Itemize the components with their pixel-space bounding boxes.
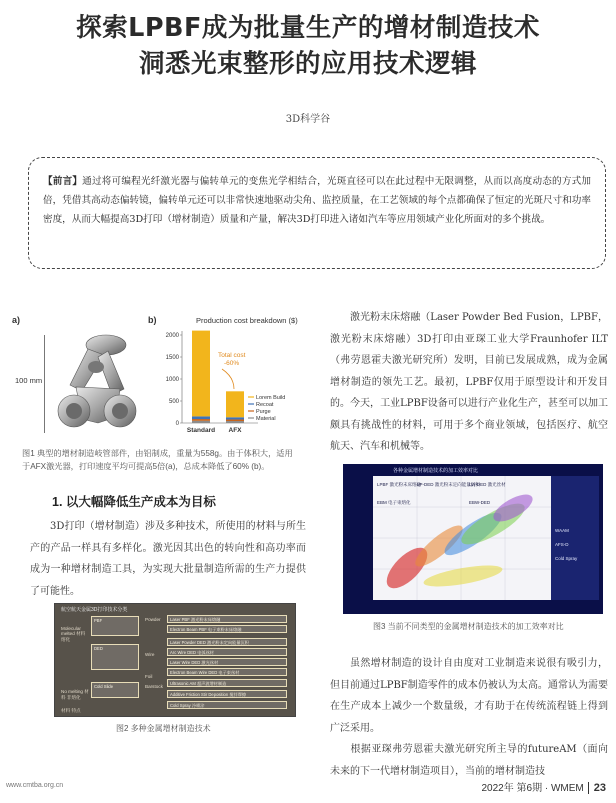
preface-lead: 【前言】: [43, 176, 83, 187]
figure-3-caption: 图3 当前不同类型的金属增材制造技术的加工效率对比: [373, 622, 564, 631]
figure-2-input-wire: Wire: [145, 652, 155, 657]
figure-2-box-1: Laser PBF 激光粉末床熔融: [167, 615, 287, 623]
preface-box: [28, 157, 606, 269]
figure-2-side-cold: Cold Slide: [91, 682, 139, 698]
preface-text: 通过将可编程光纤激光器与偏转单元的变焦光学相结合，光斑直径可以在此过程中无限调整，从而以高度动态的方式加倍，凭借其高动态偏转镜，偏转单元还可以非常快速地驱动尖角、监控质量，在工艺领域的每个点都确保了恒定的光斑尺寸和功率密度，从而大幅提高3D打印（增材制造）质量和产量，解决3D打印进入诸如汽车等应用领域产业化所面对的多个挑战。: [43, 176, 592, 225]
dimension-label: 100 mm: [15, 376, 43, 385]
fig3-label-ebm: EBM 电子束熔化: [377, 500, 411, 505]
footer-website: www.cmtba.org.cn: [6, 782, 64, 789]
bar-segment-material: [192, 421, 210, 423]
fig3-legend-coldspray: Cold Spray: [555, 556, 578, 561]
y-tick-label: 2000: [165, 333, 179, 339]
page-number: 23: [588, 782, 606, 794]
legend-label: Purge: [256, 409, 271, 415]
figure-2-box-4: Arc Wire DED 电弧丝材: [167, 648, 287, 656]
figure-2-input-powder: Powder: [145, 617, 161, 622]
figure-2-col-left-2: No melting 材料 非熔化: [61, 689, 89, 700]
fig3-legend-waam: WAAM: [555, 528, 569, 533]
figure-3-header: 各种金属增材制造技术的加工效率对比: [393, 468, 479, 474]
author: 3D科学谷: [285, 114, 331, 125]
total-cost-annotation-value: -60%: [224, 360, 240, 367]
figure-2-input-foil: Foil: [145, 674, 153, 679]
bar-segment-purge: [192, 419, 210, 421]
figure-2-caption: 图2 多种金属增材制造技术: [116, 724, 211, 733]
article-title-line1: 探索LPBF成为批量生产的增材制造技术: [76, 13, 540, 43]
cost-breakdown-chart: [156, 313, 306, 441]
y-tick-label: 500: [168, 399, 179, 405]
footer-issue-text: 2022年 第6期 · WMEM: [481, 783, 584, 794]
figure-2-header: 航空航天金属3D打印技术分类: [61, 607, 128, 613]
bar-segment-material: [226, 421, 244, 423]
figure-1-caption: 图1 典型的增材制造岐管部件，由铝制成，重量为558g。由于体积大，适用于AFX激光器，打印速度平均可提高5倍(a)，总成本降低了60% (b)。: [22, 449, 293, 471]
y-tick-label: 1000: [165, 377, 179, 383]
figure-2-side-ded: DED: [91, 644, 139, 670]
figure-2-box-7: Ultrasonic AM 超声波增材制造: [167, 679, 287, 687]
legend-label: Lorem Build: [256, 395, 286, 401]
bar-segment-recoat: [192, 416, 210, 419]
paragraph-2: 激光粉末床熔融（Laser Powder Bed Fusion，LPBF，激光粉末床熔融）3D打印由亚琛工业大学Fraunhofer ILT（弗劳恩霍夫激光研究所）发明，目前已发展成熟，成为金属增材制造的领先工艺。最初，LPBF仅用于原型设计和开发目的。今天，工业LPBF设备可以进行产业化生产，甚至可以加工颇具有挑战性的材料，可用于多个商业领域，包括医疗、航空航天、汽车和机械等。: [330, 312, 608, 452]
y-tick-label: 1500: [165, 355, 179, 361]
figure-2-box-5: Laser Wire DED 激光丝材: [167, 658, 287, 666]
fig3-legend-afsd: AFS-D: [555, 542, 569, 547]
x-category-label: Standard: [186, 427, 216, 434]
figure-3-legend-panel: [551, 476, 599, 600]
figure-2-box-2: Electron Beam PBF 电子束粉末床熔融: [167, 625, 287, 633]
paragraph-3-text: 虽然增材制造的设计自由度对工业制造来说很有吸引力，但目前通过LPBF制造零件的成本仍被认为太高。通常认为需要在生产成本上减少一个数量级，才有助于在传统流程链上得到广泛采用。: [330, 658, 608, 734]
paragraph-1: 3D打印（增材制造）涉及多种技术，所使用的材料与所生产的产品一样具有多样化。激光因其出色的转向性和高功率而成为一种增材制造工具，为实现大批量制造所需的生产力提供了可能性。: [30, 521, 306, 597]
dimension-ruler: [44, 335, 45, 433]
legend-label: Material: [256, 416, 276, 422]
fig3-label-lpbf: LPBF 激光粉末床熔融: [377, 482, 422, 487]
figure-2-box-9: Cold Spray 冷喷涂: [167, 701, 287, 709]
footer-issue: [482, 779, 607, 794]
figure-2-box-8: Additive Friction Stir Deposition 搅拌摩擦: [167, 690, 287, 698]
bar-segment-lorem-build: [192, 331, 210, 417]
bar-segment-purge: [226, 419, 244, 421]
y-tick-label: 0: [175, 421, 179, 427]
section-1-heading: 1. 以大幅降低生产成本为目标: [52, 495, 216, 509]
figure-2-side-pbf: PBF: [91, 616, 139, 636]
efficiency-plot: [343, 464, 603, 614]
chart-title: Production cost breakdown ($): [196, 316, 298, 325]
cost-chart-svg: [156, 313, 306, 441]
annotation-arrow: [222, 369, 234, 389]
figure-1a-label: a): [12, 315, 21, 325]
bar-segment-lorem-build: [226, 391, 244, 417]
figure-1: [6, 313, 306, 441]
x-category-label: AFX: [228, 427, 242, 434]
fig3-label-lwded: LW-DED 激光丝材: [469, 482, 506, 487]
figure-2-col-left-3: 材料 特点: [61, 708, 81, 713]
paragraph-3: [330, 653, 608, 782]
figure-2-box-3: Laser Powder DED 激光粉末定向能量沉积: [167, 638, 287, 646]
figure-2-col-left-1: Molecular melted 材料 熔化: [61, 626, 86, 642]
figure-3: [343, 464, 603, 614]
figure-1b-label: b): [148, 315, 157, 325]
bar-segment-recoat: [226, 417, 244, 419]
figure-2-input-barstock: Barstock: [145, 684, 163, 689]
figure-2-box-6: Electron Beam Wire DED 电子束丝材: [167, 668, 287, 676]
fig3-label-ebwded: EBW-DED: [469, 500, 491, 505]
paragraph-4-text: 根据亚琛弗劳恩霍夫激光研究所主导的futureAM（面向未来的下一代增材制造项目），当前的增材制造技: [330, 744, 608, 777]
legend-label: Recoat: [256, 402, 274, 408]
fig3-label-lpded: LP-DED 激光粉末定向能量沉积: [417, 482, 480, 487]
manifold-part-image: [46, 327, 146, 435]
total-cost-annotation: Total cost: [218, 352, 246, 359]
figure-2: [54, 603, 296, 717]
article-title-line2: 洞悉光束整形的应用技术逻辑: [138, 49, 477, 79]
